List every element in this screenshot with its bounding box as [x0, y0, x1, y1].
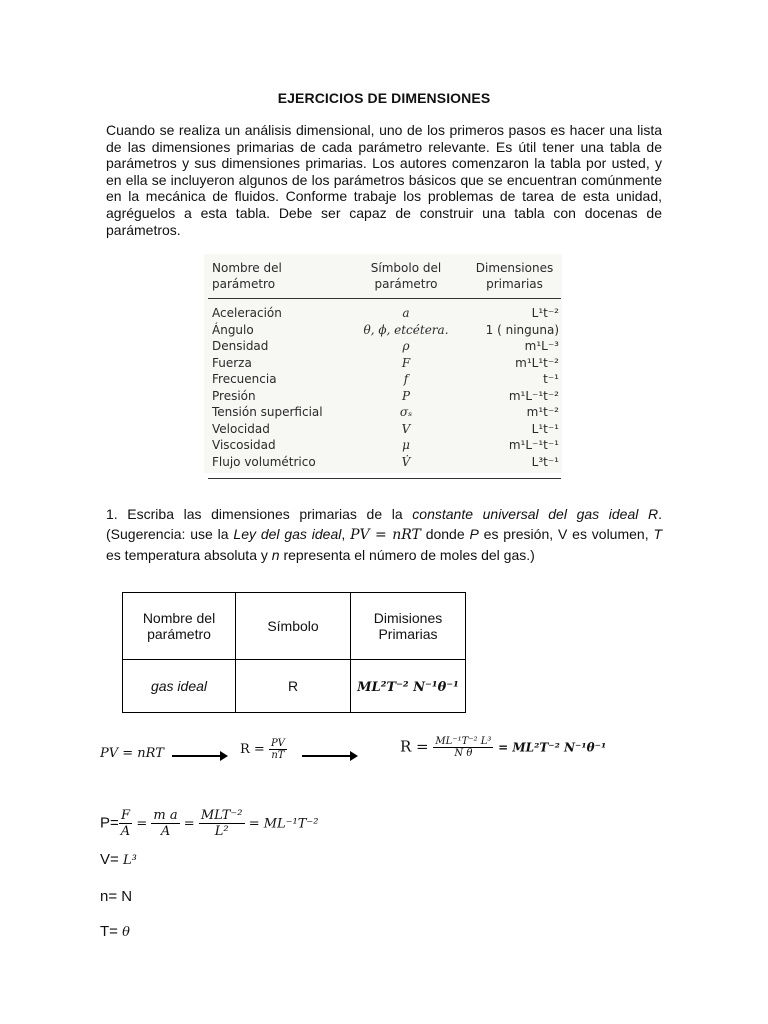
answer-name	[123, 660, 236, 713]
ex1-part: ,	[341, 526, 351, 542]
ref-table-row	[208, 322, 561, 339]
ref-cell-name: Velocidad	[212, 421, 270, 436]
ref-cell-dims: m¹L⁻¹t⁻²	[508, 388, 559, 403]
ref-cell-name: Fuerza	[212, 355, 252, 370]
ref-table-row	[208, 338, 561, 355]
p-eq: =	[136, 816, 148, 832]
answer-symbol: R	[236, 660, 351, 713]
p-f1-num: F	[119, 808, 132, 824]
page-title: EJERCICIOS DE DIMENSIONES	[277, 90, 491, 106]
r2-den: N θ	[454, 748, 473, 759]
answer-name-text: gas ideal	[150, 678, 208, 694]
ref-cell-name: Flujo volumétrico	[208, 454, 344, 479]
ex1-part: constante universal del gas ideal R	[412, 506, 659, 522]
ex1-part: . (Sugerencia: use la	[106, 506, 662, 542]
ref-cell-name: Frecuencia	[212, 372, 277, 386]
ref-cell-symbol: V	[401, 421, 411, 436]
intro-paragraph: Cuando se realiza un análisis dimensional, uno de los primeros pasos es hacer una lista de las dimensiones primarias de cada parámetro relevante. Es útil tener una tabla de parámetros y sus dimensiones primarias. Los autores comenzaron la tabla por usted, y en ella se incluyeron algunos de los parámetros básicos que se encuentran comúnmente en la mecánica de fluidos. Conforme trabaje los problemas de tarea de esta unidad, agréguelos a esta tabla. Debe ser capaz de construir una tabla con docenas de parámetros.	[106, 122, 662, 238]
v-value: L³	[122, 853, 137, 868]
p-frac-3	[199, 808, 245, 839]
p-result: = ML⁻¹T⁻²	[248, 816, 319, 832]
p-eq: =	[183, 816, 195, 832]
ex1-part: representa el número de moles del gas.)	[279, 547, 535, 563]
ref-cell-dims: 1 ( ninguna)	[485, 322, 559, 337]
r2-label: R =	[400, 737, 434, 756]
ref-table-row	[208, 437, 561, 454]
ref-cell-dims: L¹t⁻¹	[531, 421, 559, 436]
ref-table-row	[208, 299, 561, 322]
p-frac-2	[151, 808, 179, 839]
ref-table-row	[208, 388, 561, 405]
ref-cell-symbol: μ	[402, 438, 410, 452]
ref-cell-name: Ángulo	[212, 322, 254, 337]
r2-fraction	[433, 736, 493, 759]
ref-cell-symbol: θ, ϕ, etcétera.	[363, 322, 449, 337]
r-expression	[240, 738, 287, 761]
exercise-1-text	[106, 504, 662, 565]
ref-cell-symbol: f	[403, 372, 409, 386]
ref-cell-symbol: V̇	[344, 454, 464, 479]
answer-dims-text: ML²T⁻² N⁻¹θ⁻¹	[357, 679, 459, 695]
answer-header-dims: Dimisiones Primarias	[351, 593, 466, 660]
ref-header-name: Nombre del parámetro	[208, 256, 344, 299]
p-f3-den: L²	[214, 824, 229, 839]
ref-table-row	[208, 404, 561, 421]
ref-cell-name: Densidad	[212, 339, 269, 353]
p-f1-den: A	[120, 824, 131, 839]
r-num: PV	[270, 738, 285, 749]
arrow-icon	[172, 755, 226, 757]
answer-table	[122, 592, 466, 713]
ref-header-dims: Dimensiones primarias	[464, 256, 561, 299]
r2-num: ML⁻¹T⁻² L³	[435, 736, 492, 747]
v-label: V=	[100, 851, 119, 868]
ex1-part: n	[271, 547, 280, 563]
ref-cell-dims: m¹t⁻²	[526, 405, 559, 419]
ref-cell-symbol: ρ	[402, 339, 410, 353]
ref-table-row	[208, 454, 561, 479]
p-f2-den: A	[160, 824, 171, 839]
ref-table-row	[208, 355, 561, 372]
p-frac-1	[119, 808, 132, 839]
pressure-derivation	[100, 808, 318, 839]
ref-cell-name: Aceleración	[212, 306, 282, 320]
r-derivation	[400, 736, 606, 759]
ref-cell-symbol: σₛ	[399, 405, 413, 419]
ideal-gas-equation: PV = nRT	[100, 746, 164, 761]
ref-cell-dims: m¹L¹t⁻²	[515, 355, 559, 370]
temperature-line	[100, 923, 130, 940]
ref-cell-name: Tensión superficial	[212, 405, 323, 419]
ex1-part: P	[469, 526, 479, 542]
r-fraction	[269, 738, 287, 761]
ref-cell-dims: m¹L⁻¹t⁻¹	[508, 438, 559, 452]
ref-cell-dims: L³t⁻¹	[464, 454, 561, 479]
ref-cell-name: Viscosidad	[212, 438, 276, 452]
ref-cell-symbol: P	[401, 388, 411, 403]
ref-cell-dims: m¹L⁻³	[524, 339, 559, 353]
ex1-formula: PV = nRT	[350, 527, 421, 543]
ref-cell-symbol: F	[401, 355, 411, 370]
answer-header-symbol: Símbolo	[236, 593, 351, 660]
p-label: P=	[100, 814, 119, 832]
r2-result: = ML²T⁻² N⁻¹θ⁻¹	[498, 740, 607, 755]
ex1-part: es presión, V es volumen,	[478, 526, 654, 542]
ex1-part: 1. Escriba las dimensiones primarias de la	[106, 506, 413, 522]
answer-header-name: Nombre del parámetro	[123, 593, 236, 660]
ex1-part: donde	[420, 526, 470, 542]
ex1-part: Ley del gas ideal	[233, 526, 342, 542]
ref-table-row	[208, 421, 561, 438]
ref-cell-symbol: a	[402, 306, 410, 320]
r-den: nT	[271, 750, 285, 761]
ex1-part: es temperatura absoluta y	[106, 547, 272, 563]
t-value: θ	[122, 925, 130, 940]
moles-line: n= N	[100, 888, 133, 905]
volume-line	[100, 851, 137, 868]
r-label: R =	[240, 742, 269, 757]
p-f3-num: MLT⁻²	[200, 808, 243, 823]
ex1-part: T	[653, 526, 663, 542]
ref-header-symbol: Símbolo del parámetro	[344, 256, 464, 299]
ref-table-row	[208, 371, 561, 388]
arrow-icon	[302, 755, 356, 757]
t-label: T=	[100, 923, 118, 940]
ref-cell-dims: t⁻¹	[543, 372, 559, 386]
answer-dims	[351, 660, 466, 713]
reference-table	[208, 256, 561, 479]
p-f2-num: m a	[153, 808, 178, 823]
ref-cell-name: Presión	[212, 388, 256, 403]
ref-cell-dims: L¹t⁻²	[531, 306, 559, 320]
